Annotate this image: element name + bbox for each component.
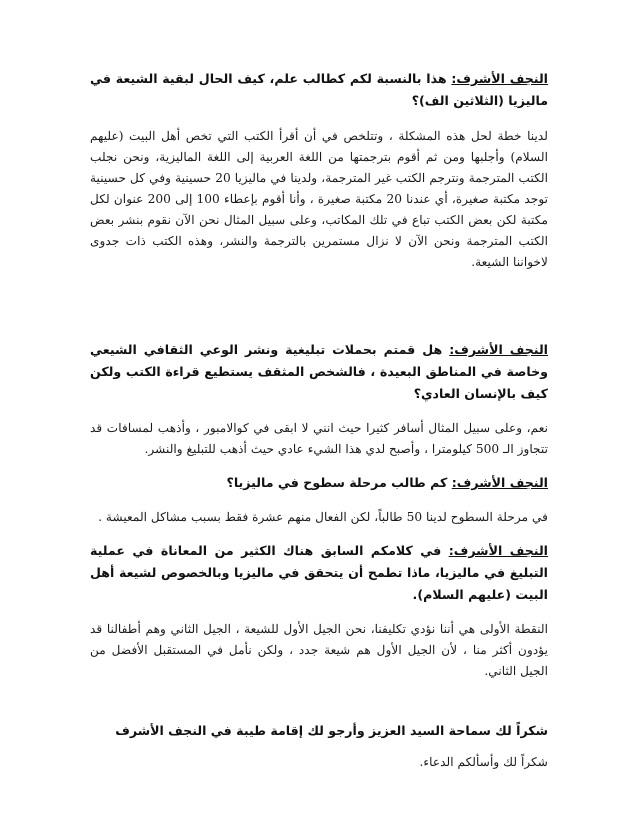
question-4 [90,540,548,606]
answer-2: نعم، وعلى سبيل المثال أسافر كثيرا حيث انني لا ابقى في كوالامبور ، وأذهب لمسافات قد تتجاوز الـ 500 كيلومترا ، وأصبح لدي هذا الشيء عادي حيث أذهب للتبليغ والنشر. [90,421,548,456]
question-2 [90,339,548,405]
answer-4: النقطة الأولى هي أننا نؤدي تكليفنا، نحن الجيل الأول للشيعة ، الجيل الثاني وهم أطفالنا قد يؤدون أكثر منا ، لأن الجيل الأول هم شيعة جدد ، ولكن نأمل في المستقبل الأفضل من الجيل الثاني. [90,622,548,678]
question-4-text: في كلامكم السابق هناك الكثير من المعاناة في عملية التبليغ في ماليزيا، ماذا تطمح أن يتحقق في ماليزيا وبالخصوص لشيعة أهل البيت (عليهم السلام). [90,543,548,602]
question-1-label: النجف الأشرف: [451,71,548,86]
qa-block-1 [90,68,548,273]
question-1-text: هذا بالنسبة لكم كطالب علم، كيف الحال لبقية الشيعة في ماليزيا (الثلاثين الف)؟ [90,71,548,108]
question-4-label: النجف الأشرف: [448,543,548,558]
closing-reply: شكراً لك وأسألكم الدعاء. [419,755,548,769]
question-3 [90,472,548,494]
qa-block-3 [90,472,548,528]
question-3-text: كم طالب مرحلة سطوح في ماليزيا؟ [226,475,452,490]
qa-block-4 [90,540,548,682]
qa-block-2 [90,339,548,460]
qa-block-5 [90,720,548,773]
answer-1: لدينا خطة لحل هذه المشكلة ، وتتلخص في أن أقرأ الكتب التي تخص أهل البيت (عليهم السلام) وأجلبها ومن ثم أقوم بترجمتها من اللغة العربية إلى اللغة الماليزية، ونحن نجلب الكتب المترجمة ونترجم الكتب غير المترجمة، ولدينا في ماليزيا 20 حسينية وفي كل حسينية توجد مكتبة صغيرة، أي عندنا 20 مكتبة صغيرة ، وأنا أقوم بإعطاء 100 إلى 200 عنوان لكل مكتبة لكن بعض الكتب تباع في تلك المكاتب، وعلى سبيل المثال نحن الآن نقوم بنشر بعض الكتب المترجمة ونحن الآن لا نزال مستمرين بالترجمة والنشر، وهذه الكتب ذات جدوى لاخواننا الشيعة. [90,129,549,269]
answer-3: في مرحلة السطوح لدينا 50 طالباً، لكن الفعال منهم عشرة فقط بسبب مشاكل المعيشة . [98,510,548,524]
closing-thanks: شكراً لك سماحة السيد العزيز وأرجو لك إقامة طيبة في النجف الأشرف [115,723,548,738]
question-2-label: النجف الأشرف: [449,342,548,357]
question-3-label: النجف الأشرف: [451,475,548,490]
question-1 [90,68,548,112]
question-2-text: هل قمتم بحملات تبليغية ونشر الوعي الثقافي الشيعي وخاصة في المناطق البعيدة ، فالشخص المثقف يستطيع قراءة الكتب ولكن كيف بالإنسان العادي؟ [90,342,548,401]
interview-page [90,68,548,773]
